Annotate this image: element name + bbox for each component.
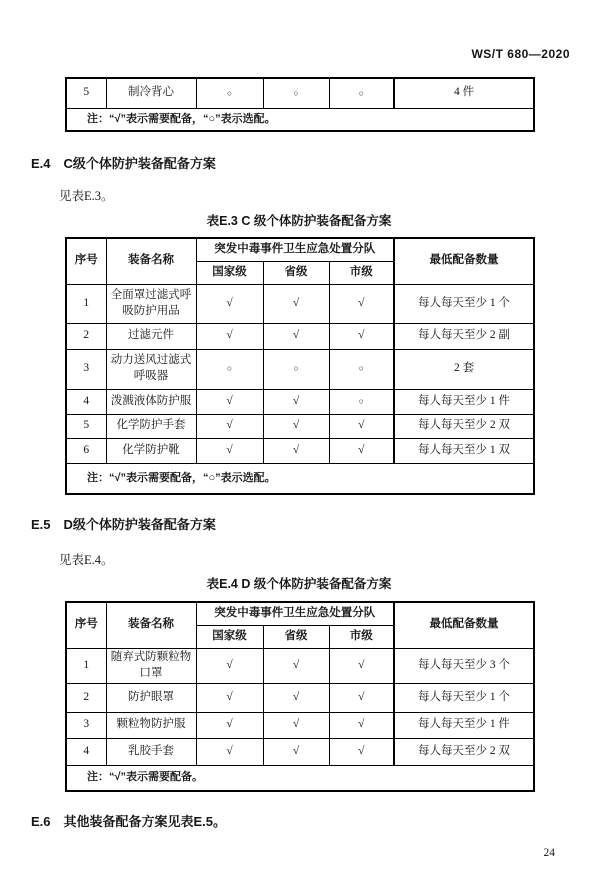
cell-provincial: √ — [263, 438, 329, 463]
cell-qty: 每人每天至少 2 副 — [394, 323, 534, 349]
clause-number: E.6 — [31, 814, 51, 829]
cell-qty: 4 件 — [394, 78, 534, 108]
table-row — [66, 683, 534, 712]
table-header-row — [66, 238, 534, 261]
cell-provincial: √ — [263, 648, 329, 683]
table-note: 注：“√”表示需要配备，“○”表示选配。 — [66, 463, 534, 494]
cell-no: 2 — [66, 683, 106, 712]
table-e3 — [65, 237, 535, 495]
table-row — [66, 349, 534, 389]
table-row — [66, 712, 534, 738]
cell-municipal: √ — [329, 414, 394, 438]
table-e3-caption: 表E.3 C 级个体防护装备配备方案 — [206, 214, 392, 228]
cell-national: √ — [196, 389, 263, 414]
cell-provincial: √ — [263, 712, 329, 738]
header-provincial: 省级 — [263, 625, 329, 648]
cell-provincial: √ — [263, 323, 329, 349]
cell-name: 颗粒物防护服 — [106, 712, 196, 738]
cell-no: 1 — [66, 284, 106, 323]
clause-title: C级个体防护装备配备方案 — [63, 156, 216, 171]
cell-name: 泼溅液体防护服 — [106, 389, 196, 414]
cell-municipal: ○ — [329, 349, 394, 389]
cell-national: √ — [196, 414, 263, 438]
cell-name: 化学防护手套 — [106, 414, 196, 438]
header-municipal: 市级 — [329, 625, 394, 648]
cell-qty: 每人每天至少 1 个 — [394, 683, 534, 712]
header-qty: 最低配备数量 — [394, 238, 534, 284]
cell-name: 防护眼罩 — [106, 683, 196, 712]
cell-national: √ — [196, 648, 263, 683]
cell-no: 5 — [66, 78, 106, 108]
cell-qty: 每人每天至少 1 件 — [394, 389, 534, 414]
cell-municipal: √ — [329, 323, 394, 349]
table-row — [66, 738, 534, 765]
cell-qty: 每人每天至少 2 双 — [394, 414, 534, 438]
table-e4 — [65, 601, 535, 792]
clause-e5-heading — [31, 514, 216, 533]
table-note: 注：“√”表示需要配备。 — [66, 765, 534, 791]
table-row — [66, 323, 534, 349]
header-no: 序号 — [66, 238, 106, 284]
header-provincial: 省级 — [263, 261, 329, 284]
cell-national: √ — [196, 712, 263, 738]
cell-provincial: √ — [263, 414, 329, 438]
cell-municipal: ○ — [329, 78, 394, 108]
header-qty: 最低配备数量 — [394, 602, 534, 648]
cell-no: 4 — [66, 738, 106, 765]
cell-qty: 2 套 — [394, 349, 534, 389]
cell-no: 2 — [66, 323, 106, 349]
table-row — [66, 389, 534, 414]
cell-national: √ — [196, 323, 263, 349]
cell-municipal: √ — [329, 683, 394, 712]
table-note-row — [66, 463, 534, 494]
header-national: 国家级 — [196, 625, 263, 648]
table-note-row — [66, 108, 534, 131]
header-group: 突发中毒事件卫生应急处置分队 — [196, 238, 394, 261]
table-fragment — [65, 77, 535, 132]
cell-qty: 每人每天至少 1 双 — [394, 438, 534, 463]
cell-qty: 每人每天至少 3 个 — [394, 648, 534, 683]
cell-provincial: √ — [263, 738, 329, 765]
cell-municipal: √ — [329, 712, 394, 738]
header-name: 装备名称 — [106, 238, 196, 284]
table-row — [66, 414, 534, 438]
cell-no: 1 — [66, 648, 106, 683]
table-note-row — [66, 765, 534, 791]
clause-number: E.5 — [31, 517, 51, 532]
header-municipal: 市级 — [329, 261, 394, 284]
clause-e6-heading — [31, 811, 226, 830]
table-row — [66, 78, 534, 108]
cell-qty: 每人每天至少 1 件 — [394, 712, 534, 738]
clause-e5-intro: 见表E.4。 — [59, 553, 114, 567]
header-national: 国家级 — [196, 261, 263, 284]
cell-municipal: √ — [329, 738, 394, 765]
cell-name: 乳胶手套 — [106, 738, 196, 765]
cell-no: 3 — [66, 349, 106, 389]
table-header-row — [66, 602, 534, 625]
cell-municipal: ○ — [329, 389, 394, 414]
clause-e4-heading — [31, 153, 216, 172]
cell-national: ○ — [196, 78, 263, 108]
header-name: 装备名称 — [106, 602, 196, 648]
table-e4-caption: 表E.4 D 级个体防护装备配备方案 — [206, 577, 392, 591]
cell-national: √ — [196, 738, 263, 765]
cell-name: 化学防护靴 — [106, 438, 196, 463]
cell-no: 4 — [66, 389, 106, 414]
cell-name: 随弃式防颗粒物口罩 — [106, 648, 196, 683]
table-row — [66, 648, 534, 683]
cell-provincial: √ — [263, 389, 329, 414]
doc-number: WS/T 680—2020 — [471, 47, 570, 61]
clause-number: E.4 — [31, 156, 51, 171]
clause-title: 其他装备配备方案见表E.5。 — [63, 814, 227, 829]
cell-name: 过滤元件 — [106, 323, 196, 349]
cell-municipal: √ — [329, 284, 394, 323]
cell-national: √ — [196, 683, 263, 712]
cell-qty: 每人每天至少 1 个 — [394, 284, 534, 323]
cell-no: 5 — [66, 414, 106, 438]
table-row — [66, 284, 534, 323]
cell-municipal: √ — [329, 438, 394, 463]
clause-e4-intro: 见表E.3。 — [59, 189, 114, 203]
cell-provincial: ○ — [263, 78, 329, 108]
cell-name: 动力送风过滤式呼吸器 — [106, 349, 196, 389]
cell-national: √ — [196, 438, 263, 463]
table-note: 注：“√”表示需要配备，“○”表示选配。 — [66, 108, 534, 131]
clause-title: D级个体防护装备配备方案 — [63, 517, 216, 532]
cell-provincial: ○ — [263, 349, 329, 389]
cell-name: 全面罩过滤式呼吸防护用品 — [106, 284, 196, 323]
cell-national: ○ — [196, 349, 263, 389]
table-row — [66, 438, 534, 463]
header-group: 突发中毒事件卫生应急处置分队 — [196, 602, 394, 625]
cell-national: √ — [196, 284, 263, 323]
cell-name: 制冷背心 — [106, 78, 196, 108]
cell-municipal: √ — [329, 648, 394, 683]
cell-provincial: √ — [263, 683, 329, 712]
cell-no: 3 — [66, 712, 106, 738]
cell-qty: 每人每天至少 2 双 — [394, 738, 534, 765]
cell-provincial: √ — [263, 284, 329, 323]
cell-no: 6 — [66, 438, 106, 463]
header-no: 序号 — [66, 602, 106, 648]
page-number: 24 — [543, 847, 555, 859]
